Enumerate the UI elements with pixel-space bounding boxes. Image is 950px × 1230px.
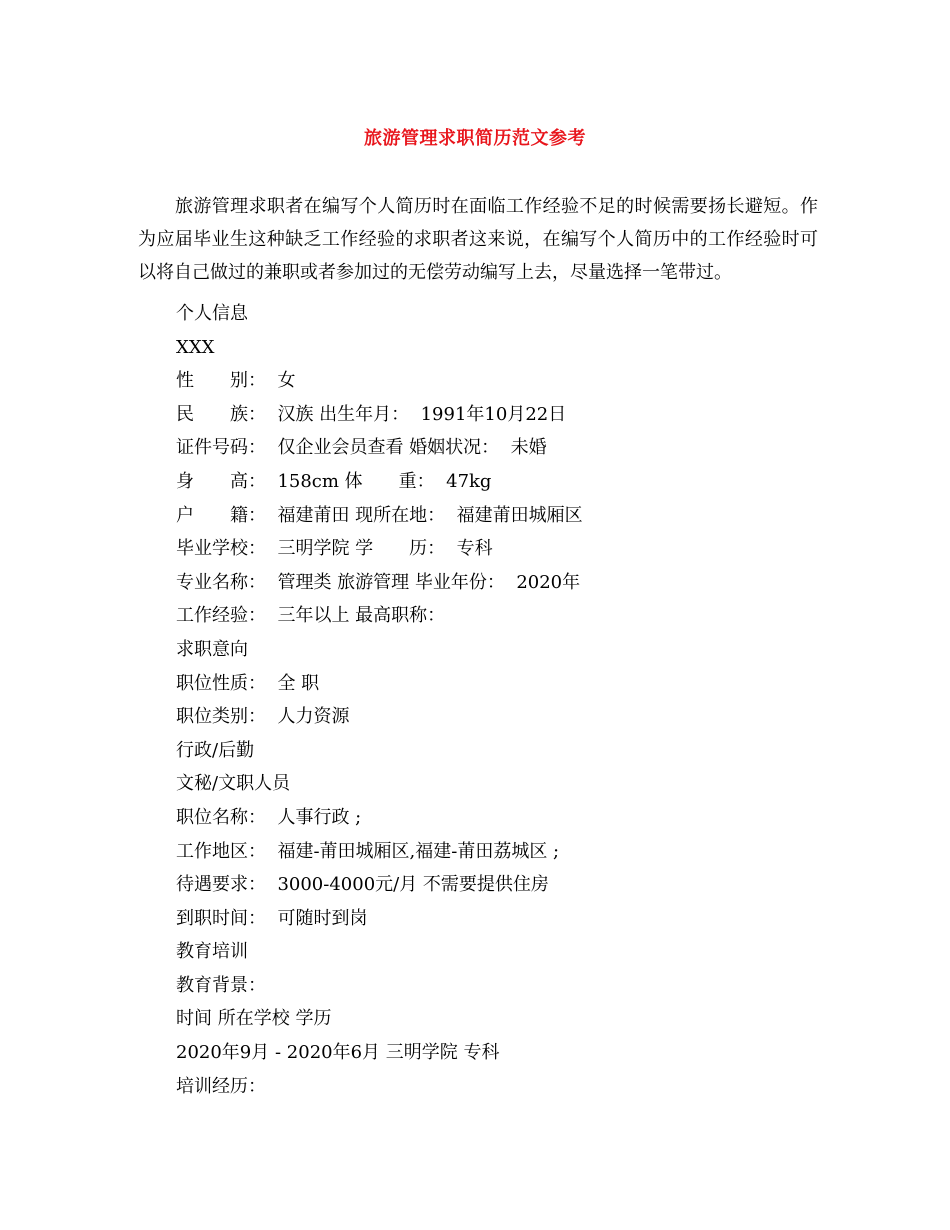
resume-line-education-header: 时间 所在学校 学历 xyxy=(176,1008,332,1030)
section-heading-education: 教育培训 xyxy=(176,941,248,963)
intro-paragraph-block xyxy=(138,190,818,289)
resume-line-school-degree: 毕业学校： 三明学院 学 历： 专科 xyxy=(176,538,493,560)
resume-line-job-title: 职位名称： 人事行政 ; xyxy=(176,806,362,828)
resume-line-name: XXX xyxy=(176,336,215,358)
resume-line-major-graduation: 专业名称： 管理类 旅游管理 毕业年份： 2020年 xyxy=(176,571,581,593)
resume-line-id-marital: 证件号码： 仅企业会员查看 婚姻状况： 未婚 xyxy=(176,437,547,459)
resume-line-job-category-3: 文秘/文职人员 xyxy=(176,773,291,795)
section-heading-job-intention: 求职意向 xyxy=(176,638,248,660)
resume-line-household-location: 户 籍： 福建莆田 现所在地： 福建莆田城厢区 xyxy=(176,504,583,526)
section-heading-personal-info: 个人信息 xyxy=(176,303,248,324)
resume-line-salary: 待遇要求： 3000-4000元/月 不需要提供住房 xyxy=(176,874,549,896)
resume-line-education-entry: 2020年9月 - 2020年6月 三明学院 专科 xyxy=(176,1042,500,1064)
resume-line-experience-title: 工作经验： 三年以上 最高职称： xyxy=(176,605,446,627)
resume-line-work-area: 工作地区： 福建-莆田城厢区,福建-莆田荔城区 ; xyxy=(176,840,560,862)
resume-line-job-nature: 职位性质： 全 职 xyxy=(176,672,320,694)
resume-line-start-time: 到职时间： 可随时到岗 xyxy=(176,907,368,929)
resume-line-job-category-2: 行政/后勤 xyxy=(176,739,255,761)
resume-line-ethnicity-birth: 民 族： 汉族 出生年月： 1991年10月22日 xyxy=(176,403,567,425)
document-title: 旅游管理求职简历范文参考 xyxy=(364,128,586,149)
resume-lines xyxy=(176,297,816,1103)
intro-paragraph: 旅游管理求职者在编写个人简历时在面临工作经验不足的时候需要扬长避短。作为应届毕业生这种缺乏工作经验的求职者这来说，在编写个人简历中的工作经验时可以将自己做过的兼职或者参加过的无偿劳动编写上去，尽量选择一笔带过。 xyxy=(138,196,818,283)
resume-line-height-weight: 身 高： 158cm 体 重： 47kg xyxy=(176,470,492,492)
resume-line-gender: 性 别： 女 xyxy=(176,370,296,392)
resume-line-training: 培训经历： xyxy=(176,1075,266,1097)
resume-line-education-background: 教育背景： xyxy=(176,974,266,996)
resume-line-job-category: 职位类别： 人力资源 xyxy=(176,706,350,728)
